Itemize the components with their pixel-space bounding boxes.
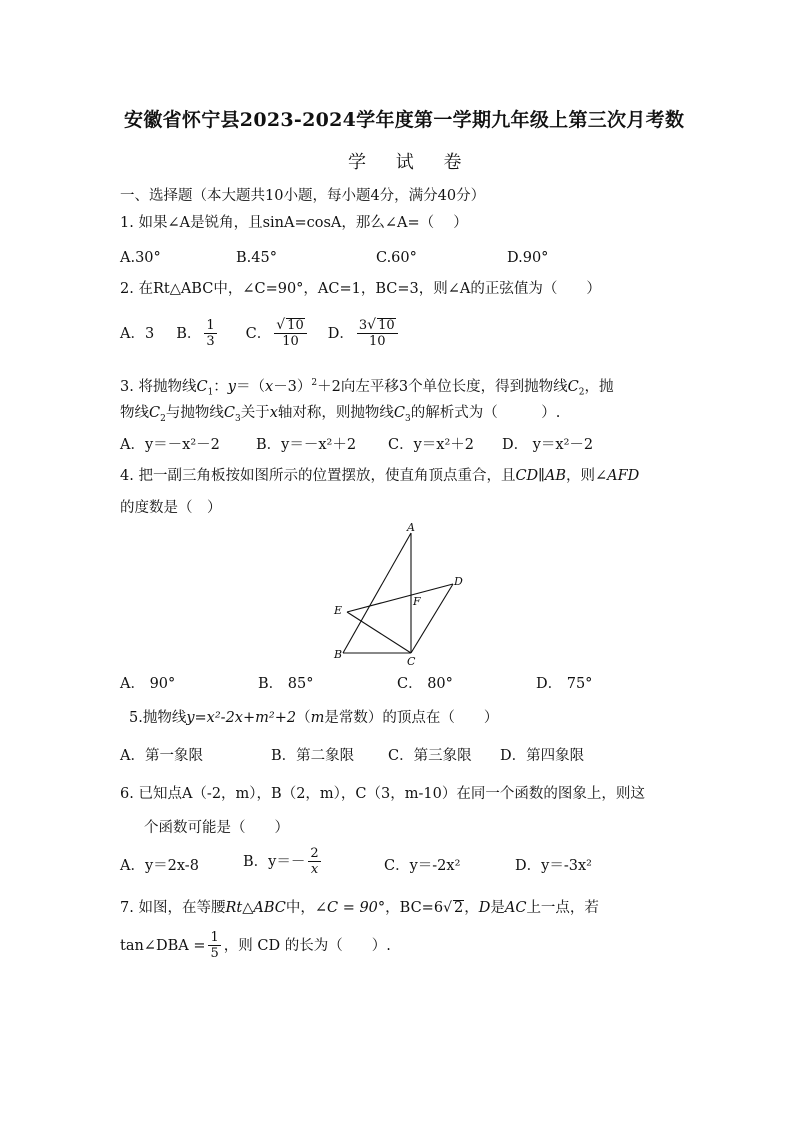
question-1-option-c: C.60° [376, 250, 417, 266]
question-3-option-b: B．y＝－x²＋2 [256, 437, 357, 453]
segment-ed [347, 584, 453, 612]
question-5-option-a: A．第一象限 [120, 748, 203, 764]
question-6-option-b: B．y＝－ $\frac{2}{x}$ [243, 846, 319, 877]
question-7-tan-fraction: $\frac{1}{5}$ [210, 930, 219, 961]
segment-ab [343, 533, 411, 653]
question-4-option-b: B． 85° [258, 676, 314, 692]
question-2-option-b-fraction: $\frac{1}{3}$ [206, 318, 215, 349]
question-2-option-c-fraction: $\frac{√ 10}{10}$ [274, 318, 306, 349]
label-b: B [334, 648, 343, 661]
question-2-option-c: C． [245, 325, 272, 342]
question-6-option-d: D．y＝-3x² [515, 858, 592, 874]
question-4-line-2: 的度数是（ ） [120, 500, 222, 516]
question-2-option-b: B． [176, 325, 202, 342]
question-6-option-b-fraction: $\frac{2}{x}$ [310, 846, 319, 877]
question-1-stem: 1. 如果∠A是锐角，且sinA=cosA，那么∠A=（ ） [120, 215, 468, 231]
question-6-option-c: C．y＝-2x² [384, 858, 461, 874]
question-5-option-c: C．第三象限 [388, 748, 472, 764]
page-title: 安徽省怀宁县2023-2024学年度第一学期九年级上第三次月考数 [124, 109, 685, 131]
label-c: C [407, 655, 416, 667]
segment-ec [347, 612, 411, 653]
question-6-option-a: A．y＝2x-8 [120, 858, 199, 874]
question-3-line-1: 3. 将抛物线$C_1$：$y=(x-3)^2+2$向左平移3个单位长度，得到抛物线$C_2$，抛 [120, 378, 614, 398]
question-4-option-d: D． 75° [536, 676, 593, 692]
question-4-line-1: 4. 把一副三角板按如图所示的位置摆放，使直角顶点重合，且CD∥AB，则∠AFD [120, 468, 640, 484]
question-4-option-a: A． 90° [120, 676, 176, 692]
question-6-line-1: 6. 已知点A（-2，m），B（2，m），C（3，m-10）在同一个函数的图象上，则这 [120, 786, 645, 802]
question-7-line-2: tan∠DBA = $\frac{1}{5}$ ，则 CD 的长为（ ）. [120, 930, 391, 961]
question-5-option-b: B．第二象限 [271, 748, 355, 764]
question-5-stem: 5.抛物线y=x²-2x+m²+2（m是常数）的顶点在（ ） [129, 710, 499, 726]
question-6-line-2: 个函数可能是（ ） [144, 820, 289, 836]
question-2-option-d-fraction: $\frac{3√ 10}{10}$ [357, 318, 398, 349]
question-3-option-d: D． y＝x²－2 [502, 437, 594, 453]
question-5-option-d: D．第四象限 [500, 748, 585, 764]
question-4-option-c: C． 80° [397, 676, 453, 692]
question-1-option-d: D.90° [507, 250, 549, 266]
question-4-figure [325, 522, 470, 667]
section-heading: 一、选择题（本大题共10小题，每小题4分，满分40分） [120, 188, 486, 204]
question-1-option-b: B.45° [236, 250, 277, 266]
question-2-option-d: D． [327, 325, 354, 342]
question-3-option-c: C．y＝x²＋2 [388, 437, 475, 453]
question-2-options [120, 318, 401, 349]
question-2-stem: 2. 在Rt△ABC中，∠C=90°，AC=1，BC=3，则∠A的正弦值为（ ） [120, 281, 601, 297]
question-3-line-2: 物线$C_2$与抛物线$C_3$关于x轴对称，则抛物线$C_3$的解析式为（ ）. [120, 405, 561, 424]
page-subtitle: 学 试 卷 [348, 152, 474, 173]
question-2-option-a: A．3 [120, 325, 155, 342]
question-7-line-1: 7. 如图，在等腰Rt△ABC中，∠C = 90°，BC=6√ 2，D是AC上一点，若 [120, 900, 599, 916]
label-d: D [454, 575, 463, 588]
label-a: A [407, 522, 415, 534]
question-1-option-a: A.30° [120, 250, 161, 266]
label-e: E [334, 604, 343, 617]
label-f: F [413, 595, 421, 608]
question-3-option-a: A．y＝－x²－2 [120, 437, 220, 453]
